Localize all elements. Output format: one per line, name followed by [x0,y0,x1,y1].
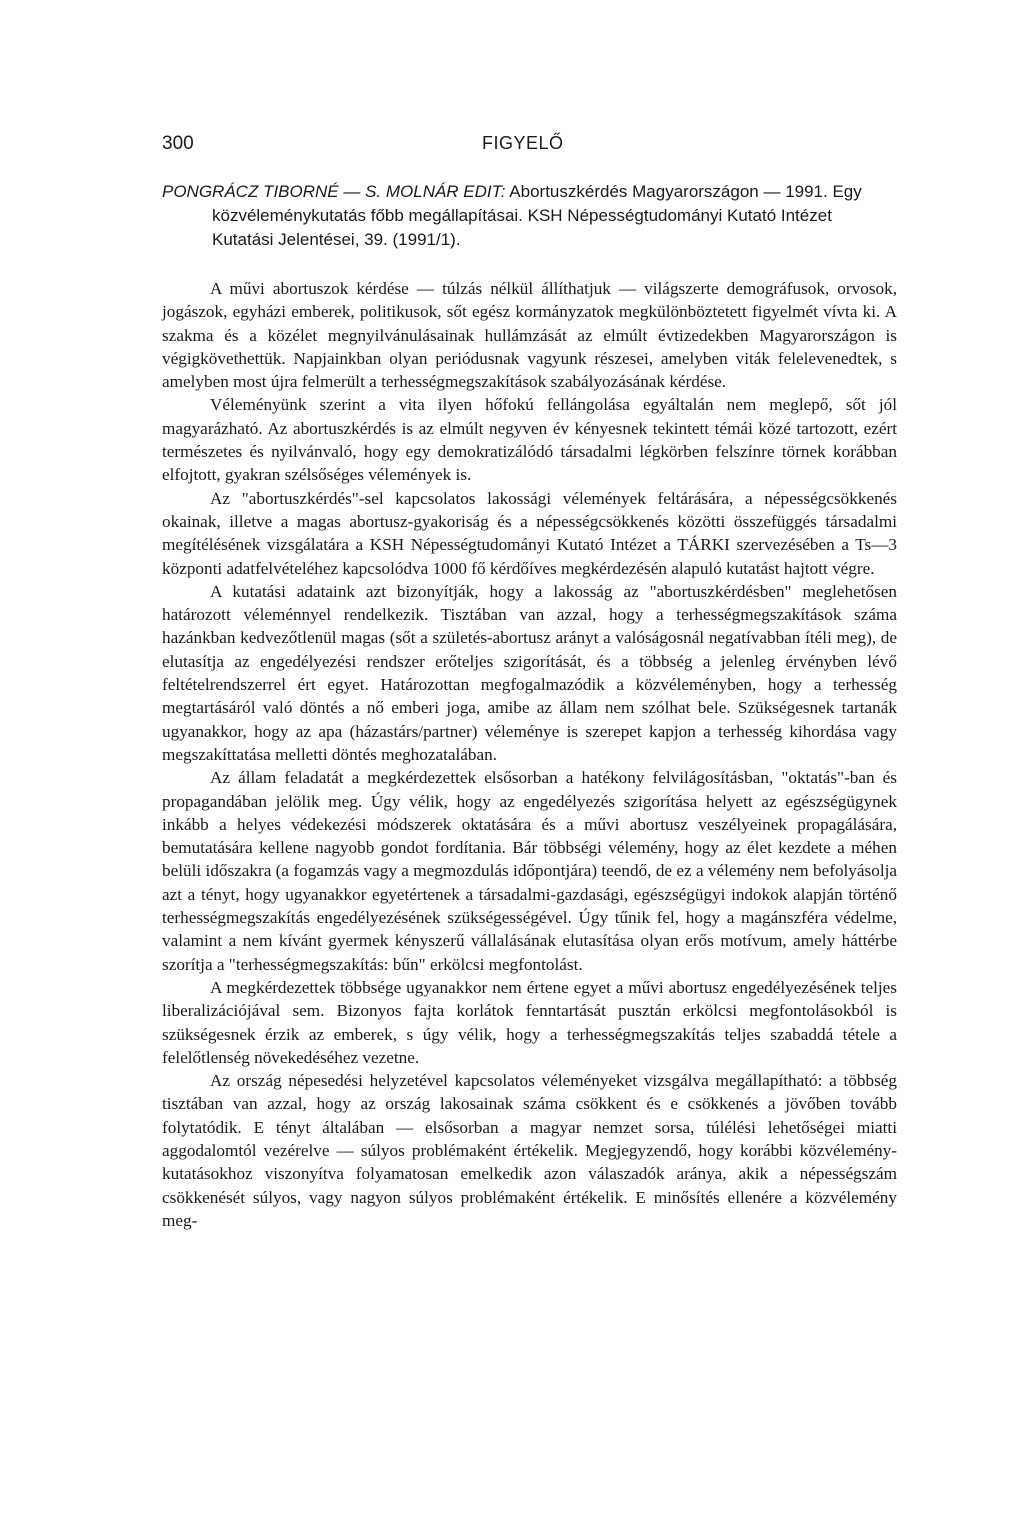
running-title: FIGYELŐ [482,133,564,153]
citation-text: Abortuszkérdés Magyarországon — 1991. Egy közvéleménykutatás főbb megállapításai. KSH Népességtudományi Kutató Intézet Kutatási Jelentései, 39. (1991/1). [212,182,862,249]
paragraph: Az ország népesedési helyzetével kapcsolatos véleményeket vizsgálva megállapítható: a többség tisztában van azzal, hogy az ország lakosainak száma csökkent és e csökkenés a jövőben tovább folytatódik. E tényt általában — elsősorban a magyar nemzet sorsa, túlélési lehetőségei miatti aggodalomtól vezérelve — súlyos problémaként értékelik. Megjegyzendő, hogy korábbi közvélemény-kutatásokhoz viszonyítva folyamatosan emelkedik azon válaszadók aránya, akik a népességszám csökkenését súlyos, vagy nagyon súlyos problémaként értékelik. E minősítés ellenére a közvélemény meg- [162,1071,897,1230]
paragraph: A megkérdezettek többsége ugyanakkor nem értene egyet a művi abortusz engedélyezésének teljes liberalizációjával sem. Bizonyos fajta korlátok fenntartását pusztán erkölcsi megfontolásokból is szükségesnek érzik az emberek, s úgy vélik, hogy a terhességmegszakítás teljes szabaddá tétele a felelőtlenség növekedéséhez vezetne. [162,977,897,1067]
paragraph: A kutatási adataink azt bizonyítják, hogy a lakosság az "abortuszkérdésben" meglehetősen határozott véleménnyel rendelkezik. Tisztában van azzal, hogy a terhességmegszakítások száma hazánkban kedvezőtlenül magas (sőt a születés-abortusz arányt a valóságosnál negatívabban ítéli meg), de elutasítja az engedélyezési rendszer erőteljes szigorítását, és a többség a jelenleg érvényben lévő feltételrendszerrel ért egyet. Határozottan megfogalmazódik a közvéleményben, hogy a terhesség megtartásáról való döntés a nő emberi joga, amibe az állam nem szólhat bele. Szükségesnek tartanák ugyanakkor, hogy az apa (házastárs/partner) véleménye is szerepet kapjon a terhesség kihordása vagy megszakíttatása melletti döntés meghozatalában. [162,581,897,764]
article-body [162,277,897,1232]
paragraph: Az állam feladatát a megkérdezettek elsősorban a hatékony felvilágosításban, "oktatás"-ban és propagandában jelölik meg. Úgy vélik, hogy az engedélyezés szigorítása helyett az egészségügynek inkább a helyes védekezési módszerek oktatására és a művi abortusz veszélyeinek propagálására, bemutatására kellene nagyobb gondot fordítania. Bár többségi vélemény, hogy az élet kezdete a méhen belüli időszakra (a fogamzás vagy a megmozdulás időpontjára) teendő, de ez a vélemény nem befolyásolja azt a tényt, hogy ugyanakkor egyetértenek a társadalmi-gazdasági, egészségügyi indokok alapján történő terhességmegszakítás engedélyezésének szükségességével. Úgy tűnik fel, hogy a magánszféra védelme, valamint a nem kívánt gyermek kényszerű vállalásának elutasítása olyan erős motívum, amely háttérbe szorítja a "terhességmegszakítás: bűn" erkölcsi megfontolást. [162,768,897,974]
page-number: 300 [162,133,194,154]
paragraph: Az "abortuszkérdés"-sel kapcsolatos lakossági vélemények feltárására, a népességcsökkenés okainak, illetve a magas abortusz-gyakoriság és a népességcsökkenés közötti összefüggés társadalmi megítélésének vizsgálatára a KSH Népességtudományi Kutató Intézet a TÁRKI szervezésében a Ts—3 központi adatfelvételéhez kapcsolódva 1000 fő kérdőíves megkérdezésén alapuló kutatást hajtott végre. [162,488,897,578]
paragraph: A művi abortuszok kérdése — túlzás nélkül állíthatjuk — világszerte demográfusok, orvosok, jogászok, egyházi emberek, politikusok, sőt egész kormányzatok megkülönböztetett figyelmét vívta ki. A szakma és a közélet megnyilvánulásainak hullámzását az elmúlt évtizedekben Magyarországon is végigkövethettük. Napjainkban olyan periódusnak vagyunk részesei, amelyben viták felelevenedtek, s amelyben most újra felmerült a terhességmegszakítások szabályozásának kérdése. [162,279,897,392]
citation-authors: PONGRÁCZ TIBORNÉ — S. MOLNÁR EDIT: [162,182,506,201]
paragraph: Véleményünk szerint a vita ilyen hőfokú fellángolása egyáltalán nem meglepő, sőt jól magyarázható. Az abortuszkérdés is az elmúlt negyven év kényesnek tekintett témái közé tartozott, ezért természetes és nyilvánvaló, hogy egy demokratizálódó társadalmi légkörben felszínre törnek korábban elfojtott, gyakran szélsőséges vélemények is. [162,395,897,485]
page-header [162,133,862,157]
book-citation [162,180,897,252]
